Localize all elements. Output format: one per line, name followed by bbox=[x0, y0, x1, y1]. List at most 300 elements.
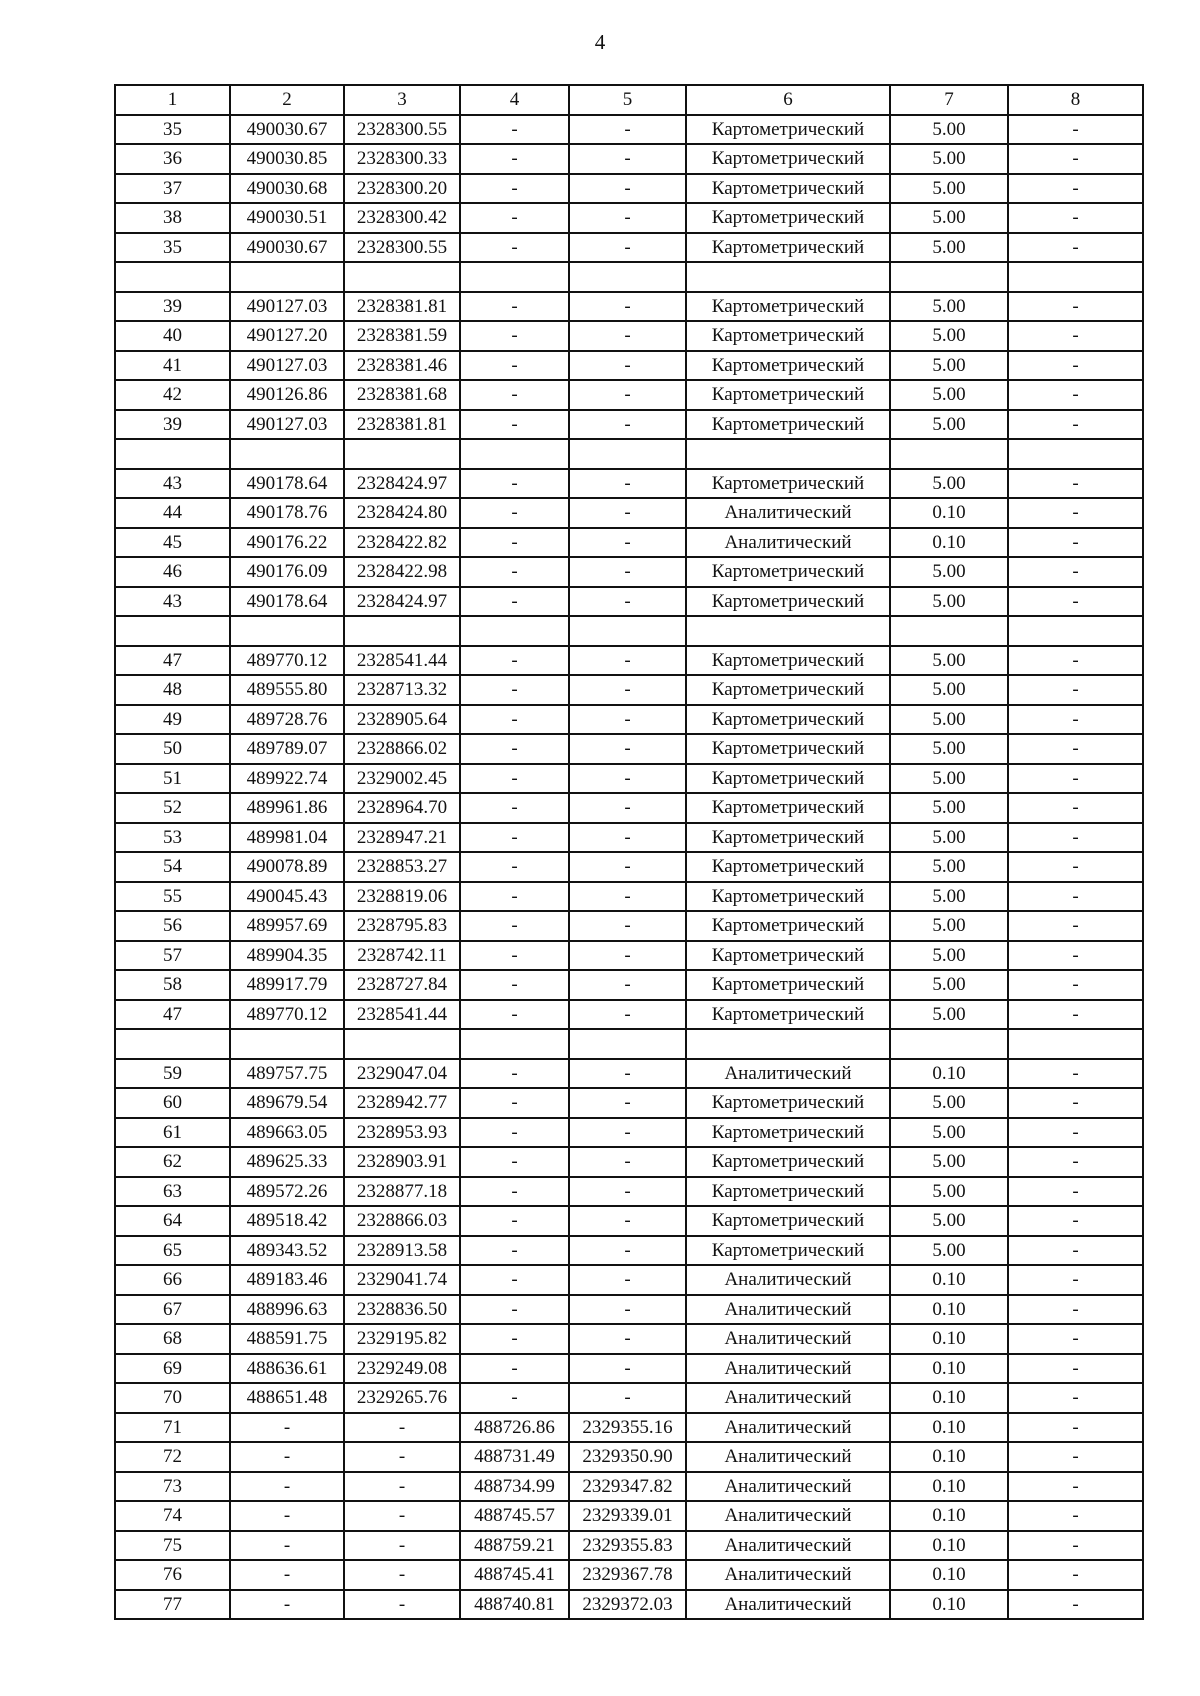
y-coordinate-new-cell: - bbox=[569, 734, 686, 764]
column-header: 6 bbox=[686, 85, 890, 115]
method-cell: Аналитический bbox=[686, 1560, 890, 1590]
point-number-cell: 51 bbox=[115, 764, 230, 794]
accuracy-cell: 5.00 bbox=[890, 1088, 1008, 1118]
x-coordinate-cell: 489183.46 bbox=[230, 1265, 344, 1295]
description-cell: - bbox=[1008, 970, 1143, 1000]
table-row bbox=[115, 469, 1143, 499]
table-row bbox=[115, 203, 1143, 233]
method-cell: Аналитический bbox=[686, 498, 890, 528]
y-coordinate-cell: 2328381.68 bbox=[344, 380, 460, 410]
method-cell: Аналитический bbox=[686, 1531, 890, 1561]
point-number-cell: 45 bbox=[115, 528, 230, 558]
empty-cell bbox=[460, 262, 569, 292]
method-cell: Картометрический bbox=[686, 1206, 890, 1236]
y-coordinate-cell: 2328836.50 bbox=[344, 1295, 460, 1325]
method-cell: Аналитический bbox=[686, 1059, 890, 1089]
empty-cell bbox=[686, 1029, 890, 1059]
point-number-cell: 76 bbox=[115, 1560, 230, 1590]
method-cell: Картометрический bbox=[686, 852, 890, 882]
table-row bbox=[115, 1590, 1143, 1620]
table-row bbox=[115, 1118, 1143, 1148]
point-number-cell: 75 bbox=[115, 1531, 230, 1561]
table-row bbox=[115, 144, 1143, 174]
y-coordinate-new-cell: 2329339.01 bbox=[569, 1501, 686, 1531]
description-cell: - bbox=[1008, 233, 1143, 263]
point-number-cell: 73 bbox=[115, 1472, 230, 1502]
y-coordinate-new-cell: - bbox=[569, 351, 686, 381]
y-coordinate-cell: 2328713.32 bbox=[344, 675, 460, 705]
y-coordinate-cell: 2328300.42 bbox=[344, 203, 460, 233]
point-number-cell: 65 bbox=[115, 1236, 230, 1266]
method-cell: Картометрический bbox=[686, 882, 890, 912]
point-number-cell: 37 bbox=[115, 174, 230, 204]
y-coordinate-new-cell: - bbox=[569, 528, 686, 558]
x-coordinate-new-cell: 488759.21 bbox=[460, 1531, 569, 1561]
y-coordinate-cell: 2328381.81 bbox=[344, 410, 460, 440]
x-coordinate-cell: 489770.12 bbox=[230, 1000, 344, 1030]
accuracy-cell: 0.10 bbox=[890, 1383, 1008, 1413]
y-coordinate-cell: - bbox=[344, 1413, 460, 1443]
y-coordinate-new-cell: - bbox=[569, 1236, 686, 1266]
description-cell: - bbox=[1008, 1088, 1143, 1118]
x-coordinate-new-cell: - bbox=[460, 852, 569, 882]
x-coordinate-new-cell: - bbox=[460, 1059, 569, 1089]
method-cell: Картометрический bbox=[686, 380, 890, 410]
method-cell: Картометрический bbox=[686, 233, 890, 263]
y-coordinate-cell: 2329047.04 bbox=[344, 1059, 460, 1089]
column-header: 2 bbox=[230, 85, 344, 115]
method-cell: Картометрический bbox=[686, 1177, 890, 1207]
accuracy-cell: 5.00 bbox=[890, 321, 1008, 351]
y-coordinate-cell: 2328541.44 bbox=[344, 646, 460, 676]
accuracy-cell: 5.00 bbox=[890, 793, 1008, 823]
description-cell: - bbox=[1008, 1000, 1143, 1030]
method-cell: Картометрический bbox=[686, 764, 890, 794]
table-row bbox=[115, 498, 1143, 528]
x-coordinate-new-cell: - bbox=[460, 882, 569, 912]
y-coordinate-new-cell: - bbox=[569, 1206, 686, 1236]
separator-row bbox=[115, 262, 1143, 292]
coordinates-table bbox=[114, 84, 1144, 1620]
y-coordinate-new-cell: - bbox=[569, 380, 686, 410]
table-row bbox=[115, 174, 1143, 204]
table-row bbox=[115, 1324, 1143, 1354]
y-coordinate-new-cell: - bbox=[569, 1265, 686, 1295]
y-coordinate-new-cell: - bbox=[569, 705, 686, 735]
y-coordinate-new-cell: - bbox=[569, 970, 686, 1000]
description-cell: - bbox=[1008, 1177, 1143, 1207]
x-coordinate-new-cell: - bbox=[460, 587, 569, 617]
x-coordinate-new-cell: - bbox=[460, 292, 569, 322]
method-cell: Картометрический bbox=[686, 351, 890, 381]
table-row bbox=[115, 380, 1143, 410]
x-coordinate-new-cell: - bbox=[460, 351, 569, 381]
table-row bbox=[115, 528, 1143, 558]
accuracy-cell: 0.10 bbox=[890, 1413, 1008, 1443]
y-coordinate-new-cell: - bbox=[569, 1088, 686, 1118]
x-coordinate-cell: 490127.03 bbox=[230, 351, 344, 381]
description-cell: - bbox=[1008, 1413, 1143, 1443]
table-row bbox=[115, 1413, 1143, 1443]
method-cell: Аналитический bbox=[686, 1472, 890, 1502]
y-coordinate-new-cell: 2329347.82 bbox=[569, 1472, 686, 1502]
method-cell: Аналитический bbox=[686, 1324, 890, 1354]
empty-cell bbox=[115, 262, 230, 292]
description-cell: - bbox=[1008, 1295, 1143, 1325]
y-coordinate-new-cell: - bbox=[569, 498, 686, 528]
empty-cell bbox=[1008, 1029, 1143, 1059]
page-number: 4 bbox=[594, 30, 606, 54]
method-cell: Картометрический bbox=[686, 410, 890, 440]
x-coordinate-new-cell: 488745.41 bbox=[460, 1560, 569, 1590]
x-coordinate-cell: 490030.67 bbox=[230, 115, 344, 145]
method-cell: Картометрический bbox=[686, 705, 890, 735]
description-cell: - bbox=[1008, 1265, 1143, 1295]
x-coordinate-new-cell: 488734.99 bbox=[460, 1472, 569, 1502]
point-number-cell: 42 bbox=[115, 380, 230, 410]
accuracy-cell: 0.10 bbox=[890, 1354, 1008, 1384]
accuracy-cell: 5.00 bbox=[890, 469, 1008, 499]
description-cell: - bbox=[1008, 764, 1143, 794]
table-row bbox=[115, 852, 1143, 882]
y-coordinate-cell: 2328300.55 bbox=[344, 233, 460, 263]
point-number-cell: 55 bbox=[115, 882, 230, 912]
y-coordinate-new-cell: - bbox=[569, 233, 686, 263]
description-cell: - bbox=[1008, 321, 1143, 351]
point-number-cell: 44 bbox=[115, 498, 230, 528]
y-coordinate-cell: 2328424.97 bbox=[344, 469, 460, 499]
y-coordinate-new-cell: - bbox=[569, 882, 686, 912]
x-coordinate-cell: 490126.86 bbox=[230, 380, 344, 410]
y-coordinate-cell: 2329265.76 bbox=[344, 1383, 460, 1413]
description-cell: - bbox=[1008, 1383, 1143, 1413]
table-row bbox=[115, 764, 1143, 794]
x-coordinate-cell: 489518.42 bbox=[230, 1206, 344, 1236]
x-coordinate-cell: - bbox=[230, 1590, 344, 1620]
x-coordinate-cell: - bbox=[230, 1442, 344, 1472]
description-cell: - bbox=[1008, 705, 1143, 735]
empty-cell bbox=[115, 1029, 230, 1059]
accuracy-cell: 5.00 bbox=[890, 882, 1008, 912]
y-coordinate-cell: 2328795.83 bbox=[344, 911, 460, 941]
x-coordinate-new-cell: - bbox=[460, 705, 569, 735]
accuracy-cell: 0.10 bbox=[890, 1442, 1008, 1472]
table-row bbox=[115, 1472, 1143, 1502]
table-row bbox=[115, 587, 1143, 617]
accuracy-cell: 5.00 bbox=[890, 1177, 1008, 1207]
point-number-cell: 52 bbox=[115, 793, 230, 823]
y-coordinate-cell: 2329249.08 bbox=[344, 1354, 460, 1384]
x-coordinate-cell: 489679.54 bbox=[230, 1088, 344, 1118]
point-number-cell: 58 bbox=[115, 970, 230, 1000]
x-coordinate-new-cell: - bbox=[460, 1177, 569, 1207]
column-header: 3 bbox=[344, 85, 460, 115]
method-cell: Аналитический bbox=[686, 1442, 890, 1472]
method-cell: Аналитический bbox=[686, 1265, 890, 1295]
x-coordinate-new-cell: 488726.86 bbox=[460, 1413, 569, 1443]
y-coordinate-new-cell: - bbox=[569, 321, 686, 351]
y-coordinate-cell: 2328727.84 bbox=[344, 970, 460, 1000]
method-cell: Аналитический bbox=[686, 1590, 890, 1620]
x-coordinate-new-cell: - bbox=[460, 734, 569, 764]
separator-row bbox=[115, 1029, 1143, 1059]
column-header: 5 bbox=[569, 85, 686, 115]
point-number-cell: 36 bbox=[115, 144, 230, 174]
table-row bbox=[115, 793, 1143, 823]
point-number-cell: 61 bbox=[115, 1118, 230, 1148]
x-coordinate-cell: 489728.76 bbox=[230, 705, 344, 735]
x-coordinate-cell: 490178.64 bbox=[230, 587, 344, 617]
x-coordinate-new-cell: - bbox=[460, 498, 569, 528]
y-coordinate-cell: 2328742.11 bbox=[344, 941, 460, 971]
x-coordinate-new-cell: - bbox=[460, 557, 569, 587]
point-number-cell: 77 bbox=[115, 1590, 230, 1620]
empty-cell bbox=[230, 616, 344, 646]
empty-cell bbox=[890, 262, 1008, 292]
method-cell: Картометрический bbox=[686, 144, 890, 174]
y-coordinate-cell: 2328819.06 bbox=[344, 882, 460, 912]
accuracy-cell: 0.10 bbox=[890, 498, 1008, 528]
y-coordinate-new-cell: - bbox=[569, 203, 686, 233]
x-coordinate-cell: 490127.03 bbox=[230, 292, 344, 322]
accuracy-cell: 0.10 bbox=[890, 1295, 1008, 1325]
point-number-cell: 53 bbox=[115, 823, 230, 853]
y-coordinate-cell: 2328381.46 bbox=[344, 351, 460, 381]
column-header: 1 bbox=[115, 85, 230, 115]
x-coordinate-new-cell: - bbox=[460, 410, 569, 440]
accuracy-cell: 0.10 bbox=[890, 528, 1008, 558]
point-number-cell: 35 bbox=[115, 233, 230, 263]
x-coordinate-new-cell: 488740.81 bbox=[460, 1590, 569, 1620]
description-cell: - bbox=[1008, 1118, 1143, 1148]
y-coordinate-new-cell: - bbox=[569, 115, 686, 145]
x-coordinate-new-cell: - bbox=[460, 380, 569, 410]
point-number-cell: 71 bbox=[115, 1413, 230, 1443]
x-coordinate-new-cell: - bbox=[460, 115, 569, 145]
y-coordinate-cell: 2328300.20 bbox=[344, 174, 460, 204]
y-coordinate-new-cell: - bbox=[569, 587, 686, 617]
empty-cell bbox=[115, 439, 230, 469]
y-coordinate-cell: 2328422.98 bbox=[344, 557, 460, 587]
description-cell: - bbox=[1008, 1236, 1143, 1266]
point-number-cell: 66 bbox=[115, 1265, 230, 1295]
method-cell: Аналитический bbox=[686, 1354, 890, 1384]
x-coordinate-new-cell: - bbox=[460, 1354, 569, 1384]
x-coordinate-new-cell: - bbox=[460, 1324, 569, 1354]
accuracy-cell: 5.00 bbox=[890, 174, 1008, 204]
y-coordinate-new-cell: - bbox=[569, 764, 686, 794]
y-coordinate-new-cell: - bbox=[569, 1324, 686, 1354]
accuracy-cell: 5.00 bbox=[890, 1206, 1008, 1236]
table-row bbox=[115, 1147, 1143, 1177]
column-header: 4 bbox=[460, 85, 569, 115]
x-coordinate-new-cell: - bbox=[460, 321, 569, 351]
accuracy-cell: 5.00 bbox=[890, 587, 1008, 617]
accuracy-cell: 5.00 bbox=[890, 410, 1008, 440]
table-row bbox=[115, 557, 1143, 587]
description-cell: - bbox=[1008, 823, 1143, 853]
y-coordinate-cell: 2328913.58 bbox=[344, 1236, 460, 1266]
accuracy-cell: 5.00 bbox=[890, 764, 1008, 794]
x-coordinate-new-cell: - bbox=[460, 233, 569, 263]
y-coordinate-cell: - bbox=[344, 1590, 460, 1620]
y-coordinate-new-cell: - bbox=[569, 823, 686, 853]
x-coordinate-new-cell: - bbox=[460, 1295, 569, 1325]
point-number-cell: 54 bbox=[115, 852, 230, 882]
description-cell: - bbox=[1008, 793, 1143, 823]
table-row bbox=[115, 1531, 1143, 1561]
description-cell: - bbox=[1008, 882, 1143, 912]
method-cell: Аналитический bbox=[686, 1501, 890, 1531]
method-cell: Картометрический bbox=[686, 557, 890, 587]
point-number-cell: 64 bbox=[115, 1206, 230, 1236]
x-coordinate-new-cell: 488731.49 bbox=[460, 1442, 569, 1472]
x-coordinate-cell: 490127.03 bbox=[230, 410, 344, 440]
y-coordinate-new-cell: - bbox=[569, 1118, 686, 1148]
table-row bbox=[115, 705, 1143, 735]
table-row bbox=[115, 911, 1143, 941]
point-number-cell: 43 bbox=[115, 469, 230, 499]
empty-cell bbox=[344, 262, 460, 292]
table-row bbox=[115, 1206, 1143, 1236]
empty-cell bbox=[686, 262, 890, 292]
accuracy-cell: 5.00 bbox=[890, 557, 1008, 587]
description-cell: - bbox=[1008, 675, 1143, 705]
y-coordinate-new-cell: - bbox=[569, 1354, 686, 1384]
empty-cell bbox=[344, 616, 460, 646]
table-row bbox=[115, 1354, 1143, 1384]
point-number-cell: 69 bbox=[115, 1354, 230, 1384]
point-number-cell: 39 bbox=[115, 410, 230, 440]
accuracy-cell: 5.00 bbox=[890, 1000, 1008, 1030]
method-cell: Картометрический bbox=[686, 734, 890, 764]
x-coordinate-cell: 490178.76 bbox=[230, 498, 344, 528]
description-cell: - bbox=[1008, 1324, 1143, 1354]
point-number-cell: 59 bbox=[115, 1059, 230, 1089]
description-cell: - bbox=[1008, 1147, 1143, 1177]
x-coordinate-new-cell: - bbox=[460, 144, 569, 174]
empty-cell bbox=[1008, 616, 1143, 646]
point-number-cell: 50 bbox=[115, 734, 230, 764]
x-coordinate-cell: - bbox=[230, 1501, 344, 1531]
point-number-cell: 47 bbox=[115, 1000, 230, 1030]
table-row bbox=[115, 882, 1143, 912]
description-cell: - bbox=[1008, 528, 1143, 558]
empty-cell bbox=[460, 616, 569, 646]
method-cell: Картометрический bbox=[686, 115, 890, 145]
x-coordinate-new-cell: - bbox=[460, 1265, 569, 1295]
x-coordinate-cell: 490030.67 bbox=[230, 233, 344, 263]
point-number-cell: 43 bbox=[115, 587, 230, 617]
description-cell: - bbox=[1008, 557, 1143, 587]
point-number-cell: 41 bbox=[115, 351, 230, 381]
x-coordinate-cell: 489922.74 bbox=[230, 764, 344, 794]
accuracy-cell: 5.00 bbox=[890, 646, 1008, 676]
description-cell: - bbox=[1008, 1590, 1143, 1620]
method-cell: Картометрический bbox=[686, 1088, 890, 1118]
empty-cell bbox=[686, 439, 890, 469]
description-cell: - bbox=[1008, 1472, 1143, 1502]
x-coordinate-cell: 490045.43 bbox=[230, 882, 344, 912]
method-cell: Картометрический bbox=[686, 203, 890, 233]
x-coordinate-new-cell: - bbox=[460, 1000, 569, 1030]
point-number-cell: 68 bbox=[115, 1324, 230, 1354]
point-number-cell: 70 bbox=[115, 1383, 230, 1413]
point-number-cell: 57 bbox=[115, 941, 230, 971]
accuracy-cell: 0.10 bbox=[890, 1560, 1008, 1590]
y-coordinate-new-cell: - bbox=[569, 469, 686, 499]
method-cell: Картометрический bbox=[686, 469, 890, 499]
table-row bbox=[115, 1177, 1143, 1207]
x-coordinate-cell: - bbox=[230, 1472, 344, 1502]
description-cell: - bbox=[1008, 115, 1143, 145]
table-row bbox=[115, 115, 1143, 145]
method-cell: Картометрический bbox=[686, 587, 890, 617]
empty-cell bbox=[569, 262, 686, 292]
y-coordinate-cell: - bbox=[344, 1531, 460, 1561]
empty-cell bbox=[115, 616, 230, 646]
x-coordinate-cell: 488996.63 bbox=[230, 1295, 344, 1325]
x-coordinate-cell: 490078.89 bbox=[230, 852, 344, 882]
table-row bbox=[115, 734, 1143, 764]
x-coordinate-new-cell: - bbox=[460, 970, 569, 1000]
accuracy-cell: 0.10 bbox=[890, 1590, 1008, 1620]
y-coordinate-cell: 2328853.27 bbox=[344, 852, 460, 882]
table-row bbox=[115, 675, 1143, 705]
point-number-cell: 38 bbox=[115, 203, 230, 233]
accuracy-cell: 5.00 bbox=[890, 911, 1008, 941]
empty-cell bbox=[460, 1029, 569, 1059]
description-cell: - bbox=[1008, 734, 1143, 764]
accuracy-cell: 5.00 bbox=[890, 1118, 1008, 1148]
method-cell: Картометрический bbox=[686, 646, 890, 676]
y-coordinate-new-cell: - bbox=[569, 410, 686, 440]
x-coordinate-new-cell: - bbox=[460, 1118, 569, 1148]
y-coordinate-new-cell: - bbox=[569, 292, 686, 322]
table-row bbox=[115, 321, 1143, 351]
empty-cell bbox=[230, 439, 344, 469]
x-coordinate-cell: 490178.64 bbox=[230, 469, 344, 499]
table-row bbox=[115, 292, 1143, 322]
y-coordinate-new-cell: - bbox=[569, 1177, 686, 1207]
y-coordinate-cell: - bbox=[344, 1501, 460, 1531]
accuracy-cell: 5.00 bbox=[890, 823, 1008, 853]
y-coordinate-new-cell: - bbox=[569, 646, 686, 676]
x-coordinate-cell: 490176.22 bbox=[230, 528, 344, 558]
y-coordinate-cell: 2328964.70 bbox=[344, 793, 460, 823]
description-cell: - bbox=[1008, 941, 1143, 971]
description-cell: - bbox=[1008, 1059, 1143, 1089]
description-cell: - bbox=[1008, 1501, 1143, 1531]
description-cell: - bbox=[1008, 469, 1143, 499]
table-row bbox=[115, 1059, 1143, 1089]
y-coordinate-new-cell: - bbox=[569, 793, 686, 823]
y-coordinate-cell: 2328866.03 bbox=[344, 1206, 460, 1236]
point-number-cell: 49 bbox=[115, 705, 230, 735]
point-number-cell: 48 bbox=[115, 675, 230, 705]
method-cell: Картометрический bbox=[686, 174, 890, 204]
y-coordinate-cell: 2328424.80 bbox=[344, 498, 460, 528]
x-coordinate-new-cell: - bbox=[460, 1206, 569, 1236]
x-coordinate-cell: 490030.68 bbox=[230, 174, 344, 204]
x-coordinate-new-cell: - bbox=[460, 941, 569, 971]
x-coordinate-new-cell: - bbox=[460, 1383, 569, 1413]
y-coordinate-cell: 2329002.45 bbox=[344, 764, 460, 794]
point-number-cell: 46 bbox=[115, 557, 230, 587]
x-coordinate-cell: 489961.86 bbox=[230, 793, 344, 823]
x-coordinate-cell: 489917.79 bbox=[230, 970, 344, 1000]
table-row bbox=[115, 970, 1143, 1000]
